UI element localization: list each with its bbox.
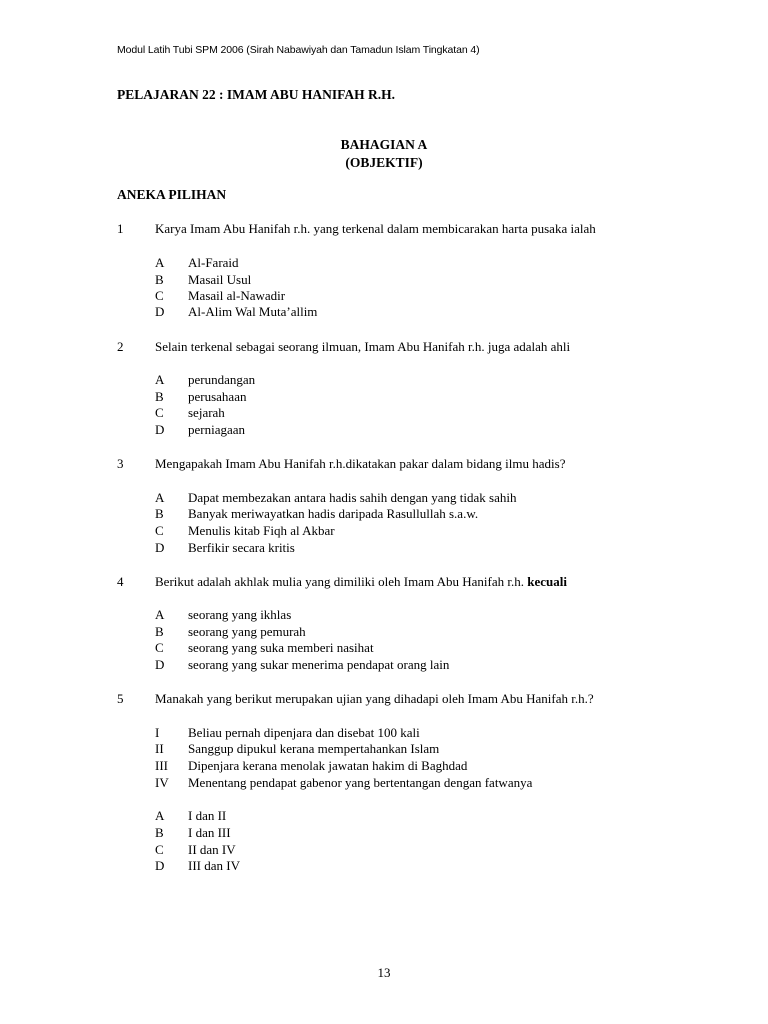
option-letter: D xyxy=(155,858,165,873)
option-text: perundangan xyxy=(188,372,256,387)
option-text: perniagaan xyxy=(188,422,246,437)
option-letter: C xyxy=(155,405,164,420)
section-subtitle: (OBJEKTIF) xyxy=(345,155,423,170)
option-letter: C xyxy=(155,842,164,857)
option-letter: A xyxy=(155,607,165,622)
option-letter: D xyxy=(155,304,165,319)
statement-text: Dipenjara kerana menolak jawatan hakim di Baghdad xyxy=(188,758,468,773)
option-text: seorang yang suka memberi nasihat xyxy=(188,640,374,655)
option-text: III dan IV xyxy=(188,858,240,873)
option-letter: A xyxy=(155,255,165,270)
option-text: seorang yang pemurah xyxy=(188,624,306,639)
question-text-main: Berikut adalah akhlak mulia yang dimiliki oleh Imam Abu Hanifah r.h. xyxy=(155,574,528,589)
option-letter: C xyxy=(155,523,164,538)
option-text: Masail al-Nawadir xyxy=(188,288,286,303)
option-text: Al-Alim Wal Muta’allim xyxy=(188,304,318,319)
option-letter: B xyxy=(155,389,164,404)
option-letter: B xyxy=(155,825,164,840)
question-number: 2 xyxy=(117,339,124,354)
option-text: Berfikir secara kritis xyxy=(188,540,295,555)
statement-text: Sanggup dipukul kerana mempertahankan Islam xyxy=(188,741,440,756)
option-letter: A xyxy=(155,490,165,505)
statement-numeral: III xyxy=(155,758,168,773)
page-number: 13 xyxy=(377,965,391,980)
option-text: Dapat membezakan antara hadis sahih dengan yang tidak sahih xyxy=(188,490,517,505)
statement-text: Beliau pernah dipenjara dan disebat 100 kali xyxy=(188,725,420,740)
question-number: 5 xyxy=(117,691,124,706)
statement-numeral: I xyxy=(155,725,160,740)
option-text: I dan II xyxy=(188,808,227,823)
option-letter: B xyxy=(155,272,164,287)
statement-numeral: II xyxy=(155,741,164,756)
option-text: I dan III xyxy=(188,825,231,840)
option-text: Al-Faraid xyxy=(188,255,239,270)
section-title: BAHAGIAN A xyxy=(340,137,428,152)
question-emphasis: kecuali xyxy=(527,574,567,589)
running-head: Modul Latih Tubi SPM 2006 (Sirah Nabawiyah dan Tamadun Islam Tingkatan 4) xyxy=(117,44,480,56)
option-letter: B xyxy=(155,506,164,521)
option-text: Masail Usul xyxy=(188,272,252,287)
option-letter: B xyxy=(155,624,164,639)
option-letter: D xyxy=(155,540,165,555)
question-text xyxy=(155,573,567,590)
statement-numeral: IV xyxy=(155,775,169,790)
option-text: seorang yang ikhlas xyxy=(188,607,292,622)
question-number: 4 xyxy=(117,574,124,589)
option-letter: D xyxy=(155,422,165,437)
question-category: ANEKA PILIHAN xyxy=(117,187,227,202)
question-text: Selain terkenal sebagai seorang ilmuan, Imam Abu Hanifah r.h. juga adalah ahli xyxy=(155,339,571,354)
statement-text: Menentang pendapat gabenor yang bertentangan dengan fatwanya xyxy=(188,775,533,790)
option-text: II dan IV xyxy=(188,842,236,857)
question-text: Karya Imam Abu Hanifah r.h. yang terkenal dalam membicarakan harta pusaka ialah xyxy=(155,221,596,236)
option-letter: A xyxy=(155,808,165,823)
question-number: 1 xyxy=(117,221,124,236)
option-letter: C xyxy=(155,288,164,303)
lesson-title: PELAJARAN 22 : IMAM ABU HANIFAH R.H. xyxy=(117,87,395,102)
option-text: Banyak meriwayatkan hadis daripada Rasullullah s.a.w. xyxy=(188,506,479,521)
option-text: sejarah xyxy=(188,405,225,420)
question-number: 3 xyxy=(117,456,124,471)
option-letter: A xyxy=(155,372,165,387)
question-text: Mengapakah Imam Abu Hanifah r.h.dikatakan pakar dalam bidang ilmu hadis? xyxy=(155,456,566,471)
option-letter: C xyxy=(155,640,164,655)
question-text: Manakah yang berikut merupakan ujian yang dihadapi oleh Imam Abu Hanifah r.h.? xyxy=(155,691,594,706)
option-letter: D xyxy=(155,657,165,672)
option-text: Menulis kitab Fiqh al Akbar xyxy=(188,523,335,538)
option-text: seorang yang sukar menerima pendapat orang lain xyxy=(188,657,450,672)
option-text: perusahaan xyxy=(188,389,247,404)
